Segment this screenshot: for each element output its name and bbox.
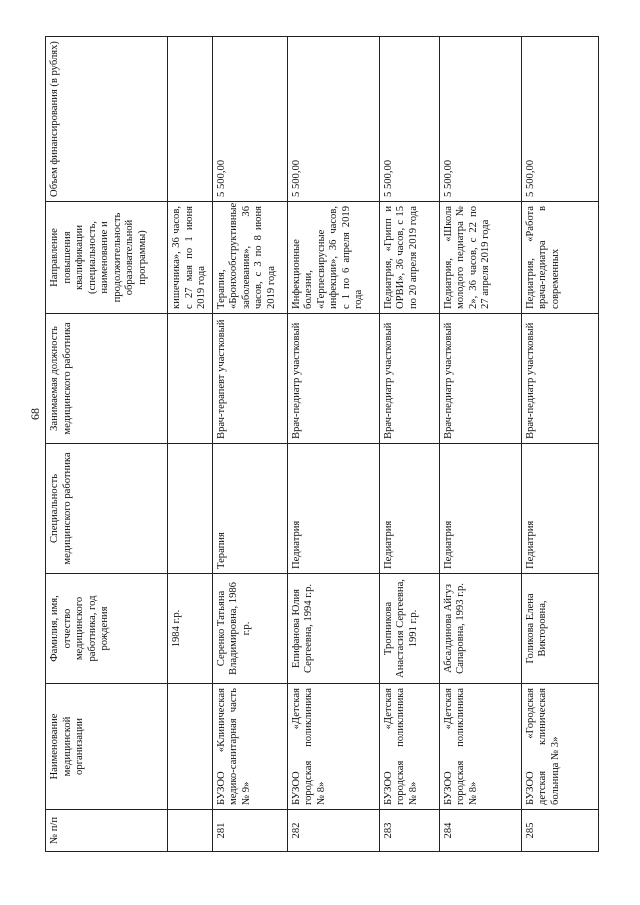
page-number: 68 <box>28 408 42 420</box>
cell-org: БУЗОО «Детская городская поликлиника № 8» <box>379 684 439 810</box>
cell-specialty: Педиатрия <box>379 444 439 574</box>
table-row <box>521 37 598 852</box>
cell-person: Тропникова Анастасия Сергеевна, 1991 г.р. <box>379 574 439 684</box>
cell-direction: Терапия, «Бронхообструктивные заболевания», 36 часов, с 3 по 8 июня 2019 года <box>212 202 287 314</box>
cell-org: БУЗОО «Городская детская клиническая больница № 3» <box>521 684 598 810</box>
table-row <box>379 37 439 852</box>
cell-person: 1984 г.р. <box>168 574 213 684</box>
cell-position: Врач-педиатр участковый <box>439 314 521 444</box>
cell-position: Врач-педиатр участковый <box>287 314 379 444</box>
header-amount: Объем финансирования (в рублях) <box>46 37 168 202</box>
document-sheet <box>45 37 593 852</box>
cell-direction: Педиатрия, «Школа молодого педиатра № 2», 36 часов, с 22 по 27 апреля 2019 года <box>439 202 521 314</box>
cell-specialty <box>168 444 213 574</box>
cell-person: Епифанова Юлия Сергеевна, 1994 г.р. <box>287 574 379 684</box>
cell-amount: 5 500,00 <box>521 37 598 202</box>
cell-amount <box>168 37 213 202</box>
cell-direction: Инфекционные болезни, «Герпесвирусные инфекции», 36 часов, с 1 по 6 апреля 2019 года <box>287 202 379 314</box>
cell-num: 282 <box>287 810 379 852</box>
cell-direction: кишечника», 36 часов, с 27 мая по 1 июня 2019 года <box>168 202 213 314</box>
header-position: Занимаемая должность медицинского работника <box>46 314 168 444</box>
cell-num: 285 <box>521 810 598 852</box>
cell-amount: 5 500,00 <box>287 37 379 202</box>
cell-direction: Педиатрия, «Грипп и ОРВИ», 36 часов, с 15 по 20 апреля 2019 года <box>379 202 439 314</box>
cell-num <box>168 810 213 852</box>
cell-amount: 5 500,00 <box>379 37 439 202</box>
cell-specialty: Педиатрия <box>439 444 521 574</box>
cell-amount: 5 500,00 <box>212 37 287 202</box>
table-row <box>439 37 521 852</box>
cell-person: Серенко Татьяна Владимировна, 1986 г.р. <box>212 574 287 684</box>
cell-position: Врач-терапевт участковый <box>212 314 287 444</box>
cell-amount: 5 500,00 <box>439 37 521 202</box>
cell-specialty: Терапия <box>212 444 287 574</box>
cell-num: 284 <box>439 810 521 852</box>
header-specialty: Специальность медицинского работника <box>46 444 168 574</box>
cell-org: БУЗОО «Клиническая медико-санитарная часть № 9» <box>212 684 287 810</box>
header-person: Фамилия, имя, отчество медицинского работника, год рождения <box>46 574 168 684</box>
cell-position: Врач-педиатр участковый <box>521 314 598 444</box>
training-table <box>45 36 599 852</box>
table-header-row <box>46 37 168 852</box>
table-row <box>168 37 213 852</box>
cell-position: Врач-педиатр участковый <box>379 314 439 444</box>
cell-person: Абсалдинова Айгуз Сапаровна, 1993 г.р. <box>439 574 521 684</box>
cell-org: БУЗОО «Детская городская поликлиника № 8» <box>439 684 521 810</box>
cell-org <box>168 684 213 810</box>
cell-num: 283 <box>379 810 439 852</box>
cell-org: БУЗОО «Детская городская поликлиника № 8» <box>287 684 379 810</box>
table-row <box>212 37 287 852</box>
cell-specialty: Педиатрия <box>521 444 598 574</box>
header-org: Наименование медицинской организации <box>46 684 168 810</box>
header-num: № п/п <box>46 810 168 852</box>
cell-num: 281 <box>212 810 287 852</box>
cell-direction: Педиатрия, «Работа врача-педиатра в современных <box>521 202 598 314</box>
header-direction: Направление повышения квалификации (специальность, наименование и продолжительность образовательной программы) <box>46 202 168 314</box>
cell-person: Голикова Елена Викторовна, <box>521 574 598 684</box>
cell-position <box>168 314 213 444</box>
table-row <box>287 37 379 852</box>
cell-specialty: Педиатрия <box>287 444 379 574</box>
